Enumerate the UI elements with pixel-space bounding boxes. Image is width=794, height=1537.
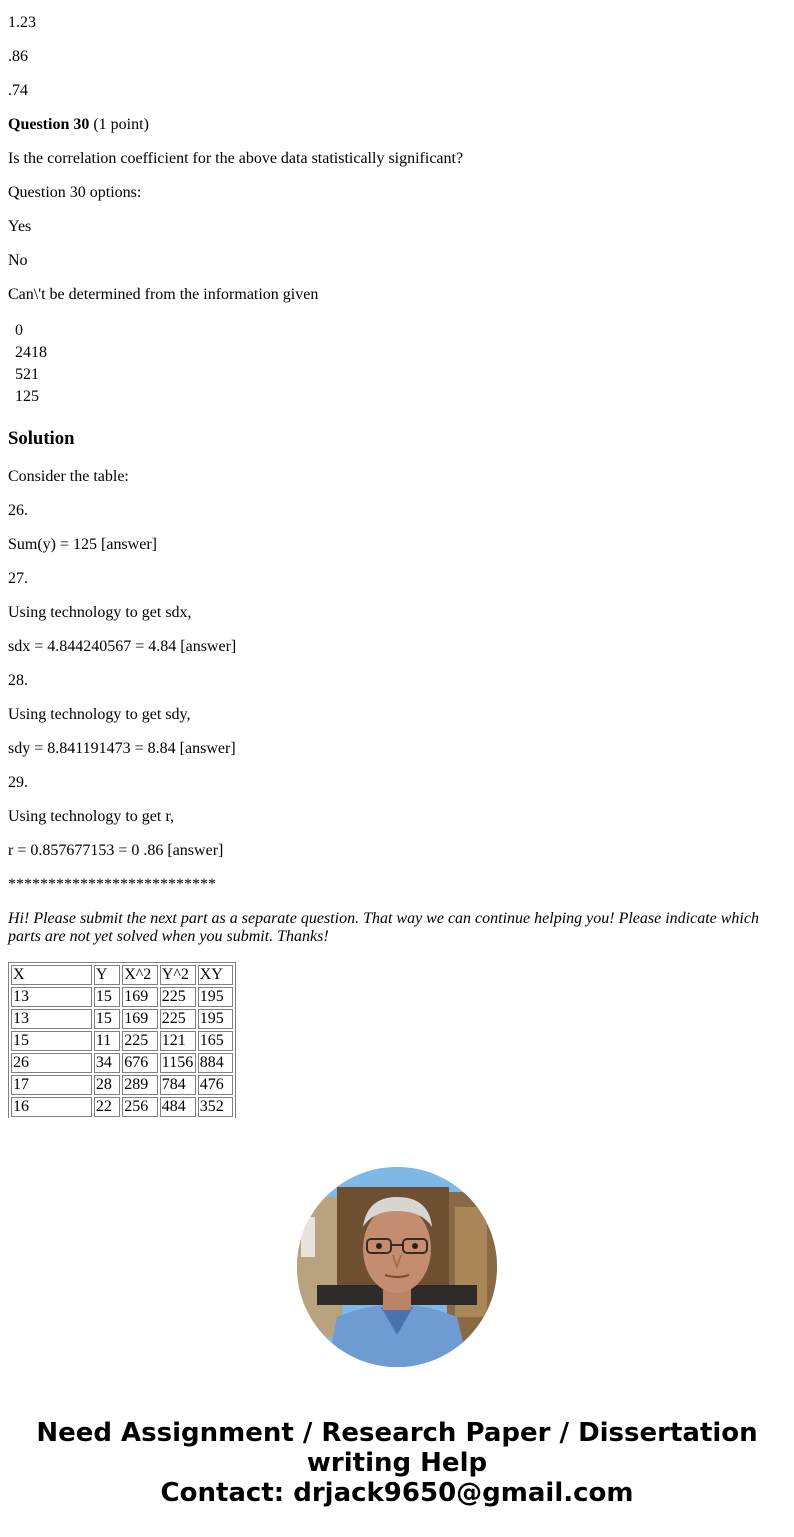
option-no: No	[8, 252, 28, 269]
author-photo	[297, 1167, 497, 1367]
table-cell: 352	[198, 1097, 233, 1117]
table-header: Y	[94, 965, 120, 985]
table-row	[11, 1075, 233, 1095]
table-cell: 28	[94, 1075, 120, 1095]
table-row	[11, 1097, 233, 1117]
question-title	[8, 116, 786, 134]
table-row	[11, 1031, 233, 1051]
table-header: X^2	[122, 965, 158, 985]
solution-line: Sum(y) = 125 [answer]	[8, 536, 157, 553]
solution-line: Using technology to get sdx,	[8, 604, 192, 621]
table-cell: 289	[122, 1075, 158, 1095]
table-cell: 34	[94, 1053, 120, 1073]
number-item: 0	[15, 322, 23, 339]
table-header: XY	[198, 965, 233, 985]
value-line: .74	[8, 82, 28, 99]
table-cell: 195	[198, 1009, 233, 1029]
separator-stars: **************************	[8, 876, 216, 893]
number-list	[15, 320, 786, 408]
option-cant-determine: Can\'t be determined from the information given	[8, 286, 319, 303]
solution-line: Using technology to get sdy,	[8, 706, 191, 723]
solution-line: 26.	[8, 502, 28, 519]
table-cell: 11	[94, 1031, 120, 1051]
table-cell: 1156	[160, 1053, 196, 1073]
table-cell: 17	[11, 1075, 92, 1095]
table-cell: 15	[11, 1031, 92, 1051]
table-cell: 169	[122, 1009, 158, 1029]
solution-line: 27.	[8, 570, 28, 587]
question-number: Question 30	[8, 116, 90, 133]
table-cell: 15	[94, 987, 120, 1007]
number-item: 2418	[15, 344, 47, 361]
solution-line: Consider the table:	[8, 468, 129, 485]
table-row	[11, 1053, 233, 1073]
solution-line: r = 0.857677153 = 0 .86 [answer]	[8, 842, 224, 859]
solution-line: sdx = 4.844240567 = 4.84 [answer]	[8, 638, 237, 655]
table-header-row	[11, 965, 233, 985]
table-cell: 13	[11, 1009, 92, 1029]
table-cell: 16	[11, 1097, 92, 1117]
table-cell: 256	[122, 1097, 158, 1117]
submit-note: Hi! Please submit the next part as a separate question. That way we can continue helping you! Please indicate which parts are not yet solved when you submit. Thanks!	[8, 910, 759, 945]
data-table	[8, 962, 236, 1118]
table-header: Y^2	[160, 965, 196, 985]
table-row	[11, 1009, 233, 1029]
question-text: Is the correlation coefficient for the above data statistically significant?	[8, 150, 464, 167]
help-advertisement	[0, 1418, 794, 1508]
table-cell: 484	[160, 1097, 196, 1117]
table-cell: 676	[122, 1053, 158, 1073]
question-points: (1 point)	[93, 116, 149, 133]
table-cell: 225	[160, 1009, 196, 1029]
solution-line: 28.	[8, 672, 28, 689]
ad-line-1: Need Assignment / Research Paper / Dissertation	[36, 1418, 758, 1448]
avatar	[297, 1167, 497, 1367]
ad-line-2: writing Help	[306, 1448, 488, 1478]
number-item: 125	[15, 388, 39, 405]
table-cell: 476	[198, 1075, 233, 1095]
value-line: 1.23	[8, 14, 36, 31]
solution-line: Using technology to get r,	[8, 808, 174, 825]
table-cell: 884	[198, 1053, 233, 1073]
table-cell: 15	[94, 1009, 120, 1029]
table-cell: 165	[198, 1031, 233, 1051]
solution-heading: Solution	[8, 428, 75, 449]
solution-line: 29.	[8, 774, 28, 791]
value-line: .86	[8, 48, 28, 65]
question-options-label: Question 30 options:	[8, 184, 142, 201]
number-item: 521	[15, 366, 39, 383]
table-cell: 784	[160, 1075, 196, 1095]
solution-line: sdy = 8.841191473 = 8.84 [answer]	[8, 740, 236, 757]
table-header: X	[11, 965, 92, 985]
table-cell: 195	[198, 987, 233, 1007]
table-cell: 121	[160, 1031, 196, 1051]
option-yes: Yes	[8, 218, 32, 235]
table-cell: 225	[122, 1031, 158, 1051]
table-cell: 26	[11, 1053, 92, 1073]
page-content	[0, 14, 794, 1118]
table-cell: 13	[11, 987, 92, 1007]
table-cell: 225	[160, 987, 196, 1007]
table-cell: 169	[122, 987, 158, 1007]
portrait-illustration	[297, 1167, 497, 1367]
table-cell: 22	[94, 1097, 120, 1117]
data-table-container	[8, 962, 236, 1118]
ad-contact: Contact: drjack9650@gmail.com	[160, 1478, 634, 1508]
table-row	[11, 987, 233, 1007]
